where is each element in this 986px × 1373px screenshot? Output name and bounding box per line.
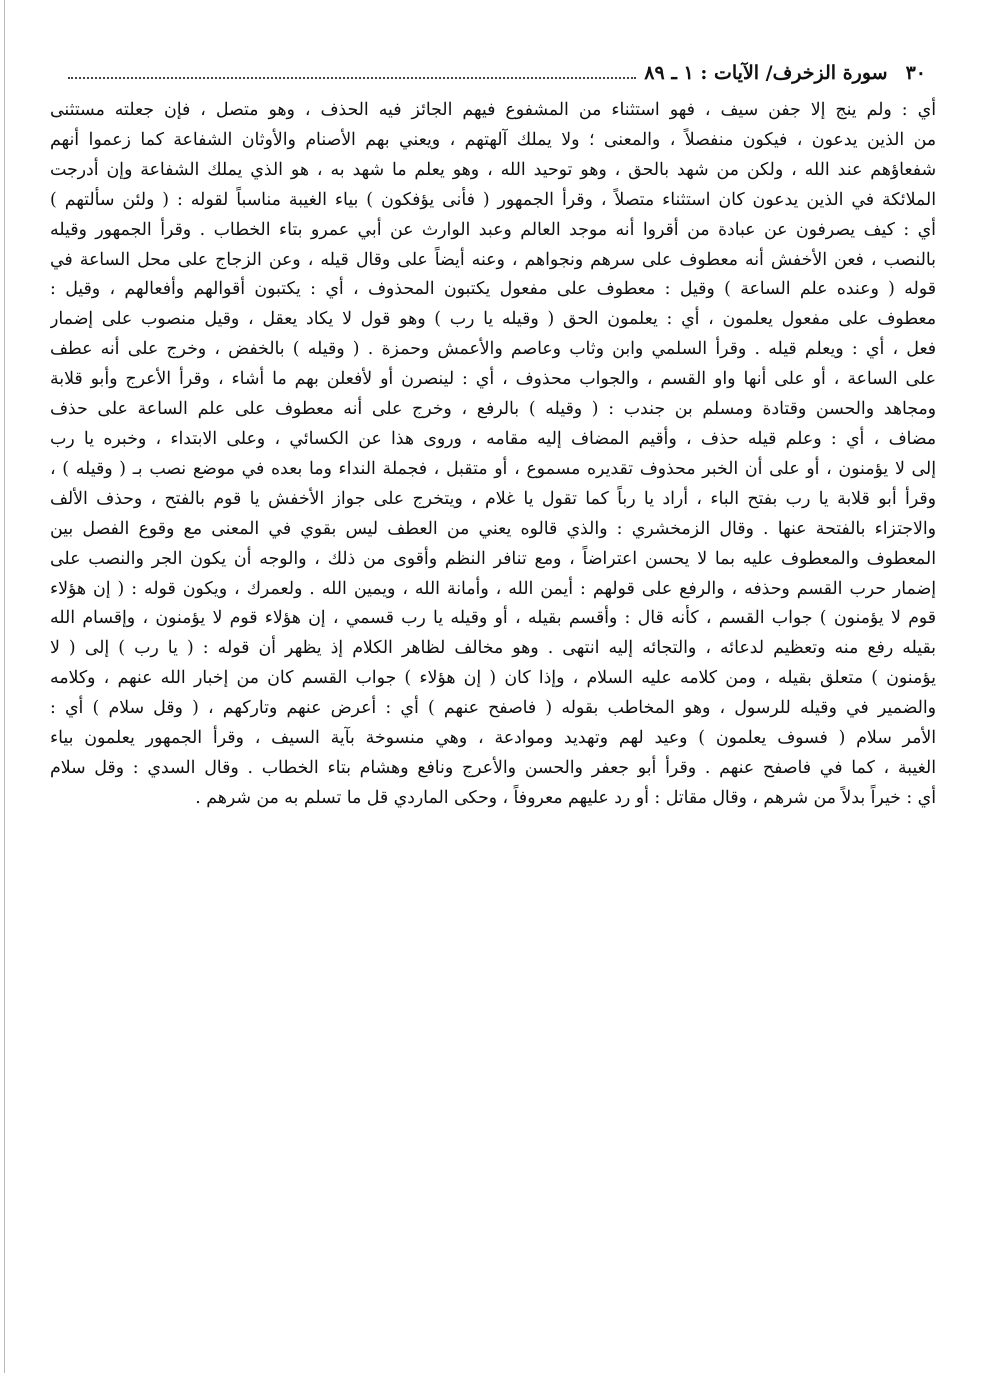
page-edge-rule (4, 0, 5, 1373)
text-line: فعل ، أي : ويعلم قيله . وقرأ السلمي وابن وثاب وعاصم والأعمش وحمزة . ( وقيله ) بالخفض ، وخرج على أنه عطف (50, 339, 936, 360)
text-line: ومجاهد والحسن وقتادة ومسلم بن جندب : ( وقيله ) بالرفع ، وخرج على أنه معطوف على علم الساعة على حذف (50, 399, 936, 420)
header-dotted-leader (68, 77, 636, 79)
page-header (60, 58, 926, 88)
text-line: إضمار حرب القسم وحذفه ، والرفع على قولهم : أيمن الله ، وأمانة الله ، ويمين الله . ولعمرك ، ويكون قوله : ( إن هؤلاء (50, 578, 936, 599)
running-title: سورة الزخرف/ الآيات : ١ ـ ٨٩ (644, 62, 888, 84)
text-line: من الذين يدعون ، فيكون منفصلاً ، والمعنى ؛ ولا يملك آلهتهم ، ويعني بهم الأصنام والأوثان الشفاعة كما زعموا أنهم (50, 129, 936, 150)
text-line: إلى لا يؤمنون ، أو على أن الخبر محذوف تقديره مسموع ، أو متقبل ، فجملة النداء وما بعده في موضع نصب بـ ( وقيله ) ، (50, 458, 936, 479)
text-line: مضاف ، أي : وعلم قيله حذف ، وأقيم المضاف إليه مقامه ، وروى هذا عن الكسائي ، وعلى الابتداء ، وخبره يا رب (50, 428, 936, 449)
text-line: معطوف على مفعول يعلمون ، أي : يعلمون الحق ( وقيله يا رب ) وهو قول لا يكاد يعقل ، وقيل منصوب على إضمار (50, 309, 936, 330)
text-line: أي : خيراً بدلاً من شرهم ، وقال مقاتل : أو رد عليهم معروفاً ، وحكى الماردي قل ما تسلم به من شرهم . (195, 787, 936, 808)
text-line: المعطوف والمعطوف عليه بما لا يحسن اعتراضاً ، ومع تنافر النظم وأقوى من ذلك ، والوجه أن يكون الجر والنصب على (50, 548, 936, 569)
text-line: على الساعة ، أو على أنها واو القسم ، والجواب محذوف ، أي : لينصرن أو لأفعلن بهم ما أشاء ، وقرأ الأعرج وأبو قلابة (50, 369, 936, 390)
body-text (50, 96, 936, 814)
text-line: أي : ولم ينج إلا جفن سيف ، فهو استثناء من المشفوع فيهم الجائز فيه الحذف ، وهو متصل ، فإن جعلته مستثنى (50, 100, 936, 120)
text-line: بقيله رفع منه وتعظيم لدعائه ، والتجائه إليه انتهى . وهو مخالف لظاهر الكلام إذ يظهر أن قوله : ( يا رب ) إلى ( لا (50, 638, 936, 659)
text-line: وقرأ أبو قلابة يا رب بفتح الباء ، أراد يا رباً كما تقول يا غلام ، ويتخرج على جواز الأخفش يا قوم بالفتح ، وحذف الألف (50, 488, 936, 509)
text-line: بالنصب ، فعن الأخفش أنه معطوف على سرهم ونجواهم ، وعنه أيضاً على وقال قيله ، وعن الزجاج على محل الساعة في (50, 249, 936, 270)
text-line: الملائكة في الذين يدعون كان استثناء متصلاً ، وقرأ الجمهور ( فأنى يؤفكون ) بياء الغيبة مناسباً لقوله : ( ولئن سألتهم ) (50, 189, 936, 210)
text-line: الغيبة ، كما في فاصفح عنهم . وقرأ أبو جعفر والحسن والأعرج ونافع وهشام بتاء الخطاب . وقال السدي : وقل سلام (50, 757, 936, 778)
text-line: يؤمنون ) متعلق بقيله ، ومن كلامه عليه السلام ، وإذا كان ( إن هؤلاء ) جواب القسم كان من إخبار الله عنهم ، وكلامه (50, 668, 936, 689)
text-line: والاجتزاء بالفتحة عنها . وقال الزمخشري : والذي قالوه يعني من العطف ليس بقوي في المعنى مع وقوع الفصل بين (50, 518, 936, 539)
text-line: قوم لا يؤمنون ) جواب القسم ، كأنه قال : وأقسم بقيله ، أو وقيله يا رب قسمي ، إن هؤلاء قوم لا يؤمنون ، وإقسام الله (50, 608, 936, 629)
text-line: الأمر سلام ( فسوف يعلمون ) وعيد لهم وتهديد وموادعة ، وهي منسوخة بآية السيف ، وقرأ الجمهور يعلمون بياء (50, 728, 936, 749)
text-line: قوله ( وعنده علم الساعة ) وقيل : معطوف على مفعول يكتبون المحذوف ، أي : يكتبون أقوالهم وأفعالهم ، وقيل : (50, 279, 936, 300)
text-line: أي : كيف يصرفون عن عبادة من أقروا أنه موجد العالم وعبد الوارث عن أبي عمرو بتاء الخطاب . وقرأ الجمهور وقيله (50, 219, 936, 240)
page-number: ٣٠ (905, 62, 926, 84)
text-line: شفعاؤهم عند الله ، ولكن من شهد بالحق ، وهو توحيد الله ، وهو يعلم ما شهد به ، هو الذي يملك الشفاعة وإن أدرجت (50, 159, 936, 180)
text-line: والضمير في وقيله للرسول ، وهو المخاطب بقوله ( فاصفح عنهم ) أي : أعرض عنهم وتاركهم ، ( وقل سلام ) أي : (50, 698, 936, 719)
